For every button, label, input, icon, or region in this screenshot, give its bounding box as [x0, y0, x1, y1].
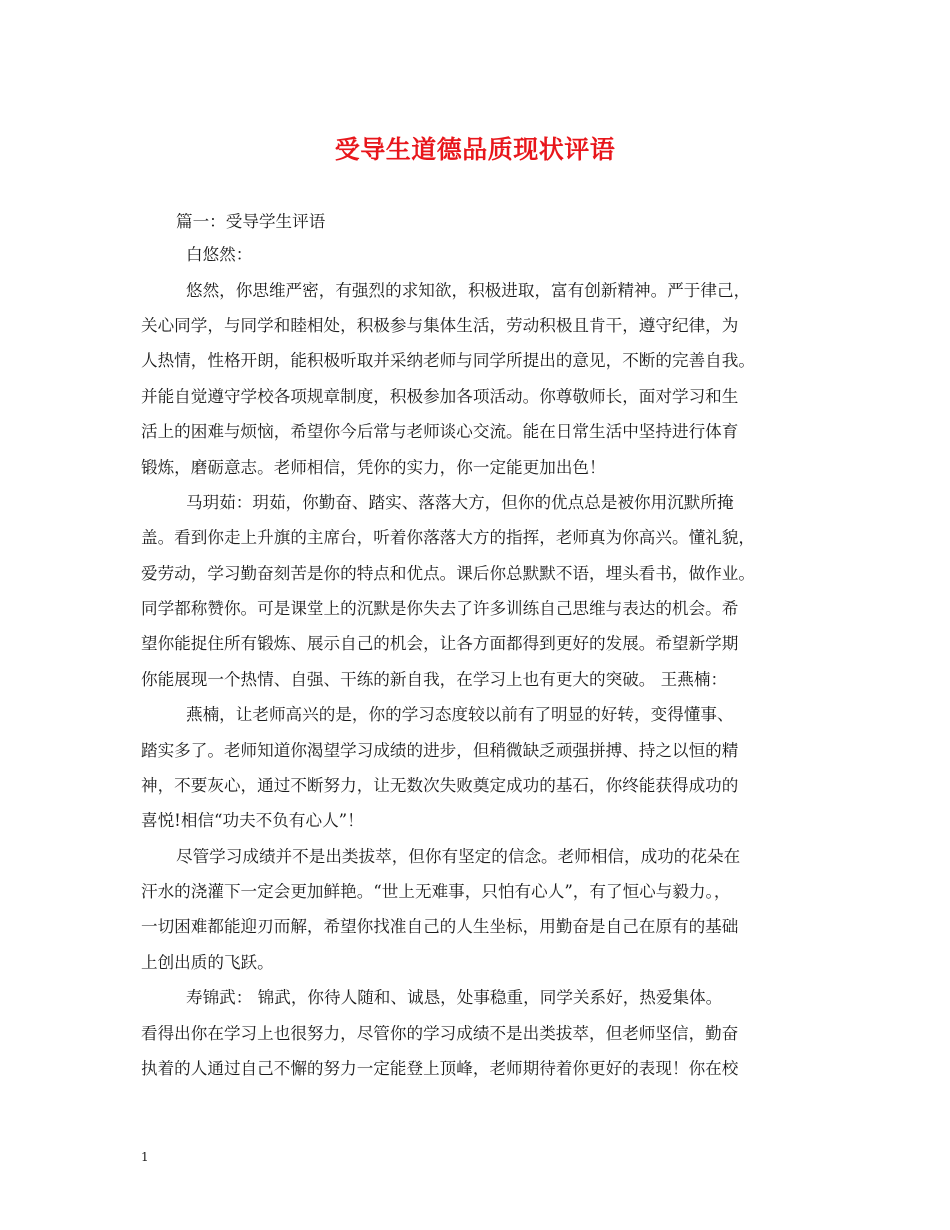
text-line: 汗水的浇灌下一定会更加鲜艳。“世上无难事，只怕有心人”，有了恒心与毅力。， — [141, 882, 731, 901]
text-line: 寿锦武： 锦武，你待人随和、诚恳，处事稳重，同学关系好，热爱集体。 — [186, 988, 723, 1007]
text-line: 看得出你在学习上也很努力，尽管你的学习成绩不是出类拔萃，但老师坚信，勤奋 — [141, 1024, 739, 1043]
page-number: 1 — [141, 1150, 149, 1164]
text-line: 并能自觉遵守学校各项规章制度，积极参加各项活动。你尊敬师长，面对学习和生 — [141, 387, 739, 406]
text-line: 活上的困难与烦恼，希望你今后常与老师谈心交流。能在日常生活中坚持进行体育 — [141, 422, 739, 441]
text-line: 爱劳动，学习勤奋刻苦是你的特点和优点。课后你总默默不语，埋头看书，做作业。 — [141, 564, 755, 583]
text-line: 关心同学，与同学和睦相处，积极参与集体生活，劳动积极且肯干，遵守纪律，为 — [141, 316, 739, 335]
text-line: 一切困难都能迎刃而解，希望你找准自己的人生坐标，用勤奋是自己在原有的基础 — [141, 917, 739, 936]
text-line: 望你能捉住所有锻炼、展示自己的机会，让各方面都得到更好的发展。希望新学期 — [141, 634, 739, 653]
text-line: 你能展现一个热情、自强、干练的新自我，在学习上也有更大的突破。 王燕楠： — [141, 670, 728, 689]
text-line: 白悠然： — [186, 245, 253, 264]
text-line: 锻炼，磨砺意志。老师相信，凭你的实力，你一定能更加出色！ — [141, 458, 606, 477]
text-line: 神，不要灰心，通过不断努力，让无数次失败奠定成功的基石，你终能获得成功的 — [141, 776, 739, 795]
text-line: 盖。看到你走上升旗的主席台，听着你落落大方的指挥，老师真为你高兴。懂礼貌， — [141, 528, 755, 547]
text-line: 篇一：受导学生评语 — [176, 212, 326, 231]
text-line: 马玥茹：玥茹，你勤奋、踏实、落落大方，但你的优点总是被你用沉默所掩 — [186, 493, 734, 512]
text-line: 喜悦!相信“功夫不负有心人”！ — [141, 811, 364, 830]
text-line: 悠然，你思维严密，有强烈的求知欲，积极进取，富有创新精神。严于律己， — [186, 281, 751, 300]
text-line: 同学都称赞你。可是课堂上的沉默是你失去了许多训练自己思维与表达的机会。希 — [141, 599, 739, 618]
text-line: 执着的人通过自己不懈的努力一定能登上顶峰，老师期待着你更好的表现！你在校 — [141, 1059, 739, 1078]
text-line: 人热情，性格开朗，能积极听取并采纳老师与同学所提出的意见，不断的完善自我。 — [141, 351, 755, 370]
text-line: 踏实多了。老师知道你渴望学习成绩的进步，但稍微缺乏顽强拼搏、持之以恒的精 — [141, 741, 739, 760]
document-title: 受导生道德品质现状评语 — [334, 135, 616, 164]
text-line: 上创出质的飞跃。 — [141, 953, 274, 972]
text-line: 燕楠，让老师高兴的是，你的学习态度较以前有了明显的好转，变得懂事、 — [186, 705, 734, 724]
text-line: 尽管学习成绩并不是出类拔萃，但你有坚定的信念。老师相信，成功的花朵在 — [176, 847, 741, 866]
